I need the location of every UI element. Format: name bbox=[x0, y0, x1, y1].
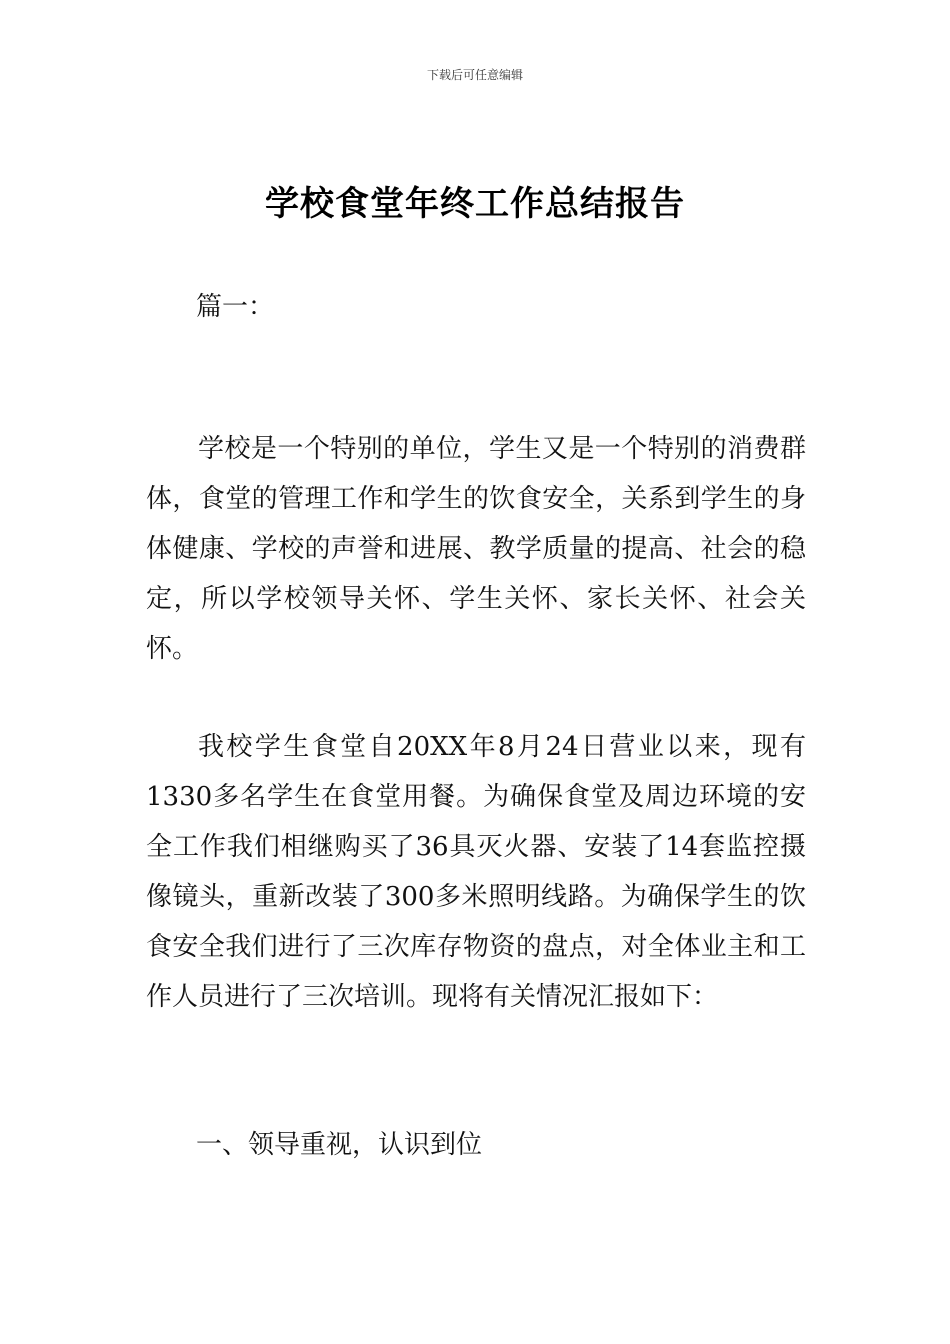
section-heading-leadership: 一、领导重视，认识到位 bbox=[196, 1130, 483, 1160]
paragraph-intro: 学校是一个特别的单位，学生又是一个特别的消费群体，食堂的管理工作和学生的饮食安全，关系到学生的身体健康、学校的声誉和进展、教学质量的提高、社会的稳定，所以学校领导关怀、学生关怀、家长关怀、社会关怀。 bbox=[146, 434, 806, 664]
document-title: 学校食堂年终工作总结报告 bbox=[265, 184, 685, 224]
paragraph-overview: 我校学生食堂自20XX年8月24日营业以来，现有1330多名学生在食堂用餐。为确保食堂及周边环境的安全工作我们相继购买了36具灭火器、安装了14套监控摄像镜头，重新改装了300多米照明线路。为确保学生的饮食安全我们进行了三次库存物资的盘点，对全体业主和工作人员进行了三次培训。现将有关情况汇报如下： bbox=[146, 732, 806, 1012]
page-header-note: 下载后可任意编辑 bbox=[426, 68, 523, 82]
section-label: 篇一： bbox=[196, 292, 275, 322]
